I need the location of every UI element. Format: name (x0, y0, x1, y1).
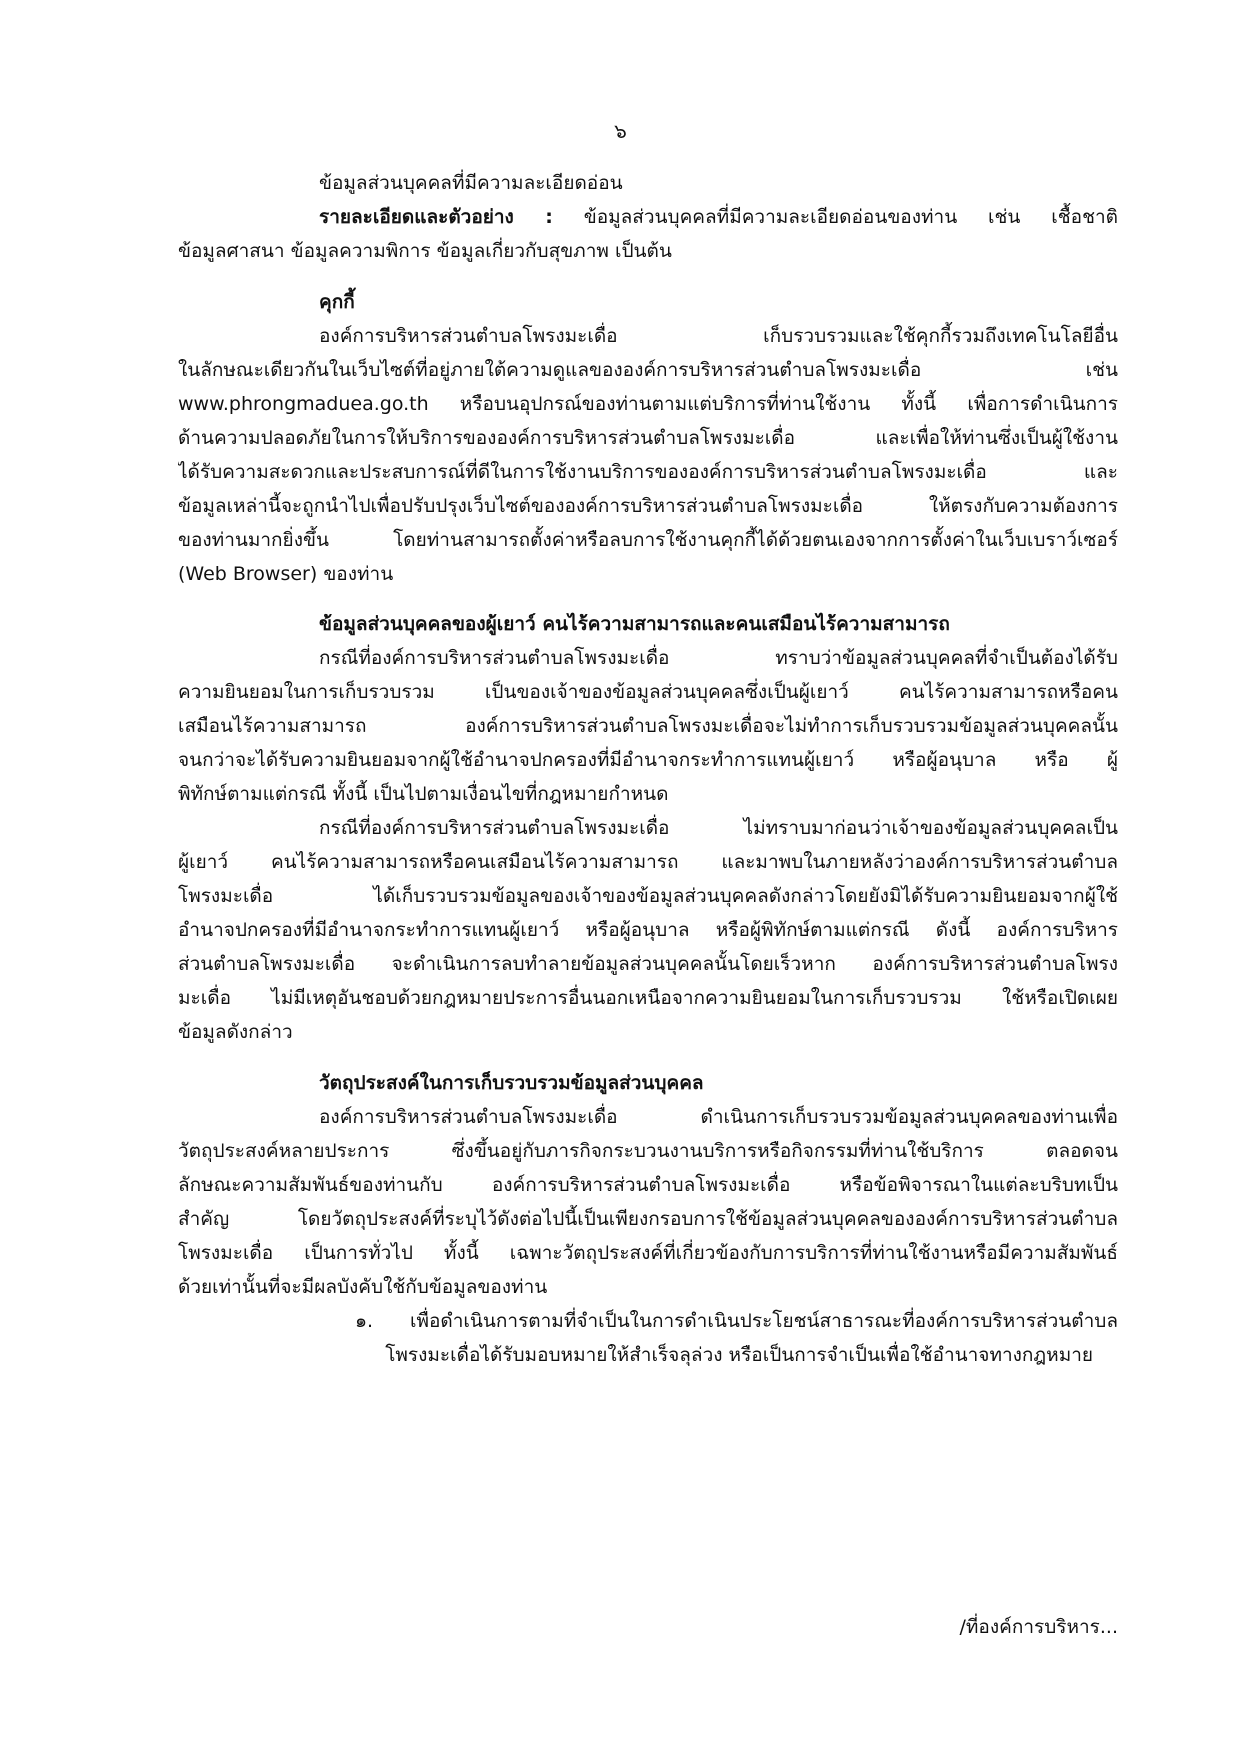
cookies-line: ของท่านมากยิ่งขึ้น โดยท่านสามารถตั้งค่าหรือลบการใช้งานคุกกี้ได้ด้วยตนเองจากการตั้งค่าในเว็บเบราว์เซอร์ (178, 529, 1118, 551)
sensitive-data-detail-line (319, 200, 1118, 234)
purpose-line: ลักษณะความสัมพันธ์ของท่านกับ องค์การบริหารส่วนตำบลโพรงมะเดื่อ หรือข้อพิจารณาในแต่ละบริบทเป็น (178, 1174, 1118, 1196)
sensitive-data-line-2: ข้อมูลศาสนา ข้อมูลความพิการ ข้อมูลเกี่ยวกับสุขภาพ เป็นต้น (178, 240, 672, 262)
cookies-line: (Web Browser) ของท่าน (178, 563, 394, 585)
purpose-line: ด้วยเท่านั้นที่จะมีผลบังคับใช้กับข้อมูลของท่าน (178, 1276, 548, 1298)
purpose-line: องค์การบริหารส่วนตำบลโพรงมะเดื่อ ดำเนินการเก็บรวบรวมข้อมูลส่วนบุคคลของท่านเพื่อ (319, 1106, 1118, 1128)
cookies-heading: คุกกี้ (319, 291, 355, 313)
cookies-line: องค์การบริหารส่วนตำบลโพรงมะเดื่อ เก็บรวบรวมและใช้คุกกี้รวมถึงเทคโนโลยีอื่น (319, 325, 1118, 347)
minors-para1-line: พิทักษ์ตามแต่กรณี ทั้งนี้ เป็นไปตามเงื่อนไขที่กฎหมายกำหนด (178, 783, 669, 805)
minors-para1-line: ความยินยอมในการเก็บรวบรวม เป็นของเจ้าของข้อมูลส่วนบุคคลซึ่งเป็นผู้เยาว์ คนไร้ความสามารถหรือคน (178, 681, 1118, 703)
minors-para1-line: จนกว่าจะได้รับความยินยอมจากผู้ใช้อำนาจปกครองที่มีอำนาจกระทำการแทนผู้เยาว์ หรือผู้อนุบาล หรือ ผู้ (178, 749, 1118, 771)
purpose-line: สำคัญ โดยวัตถุประสงค์ที่ระบุไว้ดังต่อไปนี้เป็นเพียงกรอบการใช้ข้อมูลส่วนบุคคลขององค์การบริหารส่วนตำบล (178, 1208, 1118, 1230)
minors-para2-line: ส่วนตำบลโพรงมะเดื่อ จะดำเนินการลบทำลายข้อมูลส่วนบุคคลนั้นโดยเร็วหาก องค์การบริหารส่วนตำบลโพรง (178, 953, 1118, 975)
detail-label: รายละเอียดและตัวอย่าง : (319, 206, 553, 228)
purpose-line: วัตถุประสงค์หลายประการ ซึ่งขึ้นอยู่กับภารกิจกระบวนงานบริการหรือกิจกรรมที่ท่านใช้บริการ ตลอดจน (178, 1140, 1118, 1162)
cookies-line: ในลักษณะเดียวกันในเว็บไซต์ที่อยู่ภายใต้ความดูแลขององค์การบริหารส่วนตำบลโพรงมะเดื่อ เช่น (178, 359, 1118, 381)
page-continuation: /ที่องค์การบริหาร... (959, 1616, 1118, 1638)
minors-heading: ข้อมูลส่วนบุคคลของผู้เยาว์ คนไร้ความสามารถและคนเสมือนไร้ความสามารถ (319, 613, 950, 635)
cookies-line: ข้อมูลเหล่านี้จะถูกนำไปเพื่อปรับปรุงเว็บไซต์ขององค์การบริหารส่วนตำบลโพรงมะเดื่อ ให้ตรงกับความต้องการ (178, 495, 1118, 517)
sensitive-data-title: ข้อมูลส่วนบุคคลที่มีความละเอียดอ่อน (319, 172, 623, 194)
purpose-list-item-1: ๑. เพื่อดำเนินการตามที่จำเป็นในการดำเนินประโยชน์สาธารณะที่องค์การบริหารส่วนตำบล (355, 1310, 1118, 1332)
minors-para1-line: กรณีที่องค์การบริหารส่วนตำบลโพรงมะเดื่อ ทราบว่าข้อมูลส่วนบุคคลที่จำเป็นต้องได้รับ (319, 647, 1118, 669)
detail-text: ข้อมูลส่วนบุคคลที่มีความละเอียดอ่อนของท่าน เช่น เชื้อชาติ (552, 206, 1118, 228)
purpose-line: โพรงมะเดื่อ เป็นการทั่วไป ทั้งนี้ เฉพาะวัตถุประสงค์ที่เกี่ยวข้องกับการบริการที่ท่านใช้งานหรือมีความสัมพันธ์ (178, 1242, 1118, 1264)
purpose-heading: วัตถุประสงค์ในการเก็บรวบรวมข้อมูลส่วนบุคคล (319, 1072, 704, 1094)
minors-para2-line: อำนาจปกครองที่มีอำนาจกระทำการแทนผู้เยาว์ หรือผู้อนุบาล หรือผู้พิทักษ์ตามแต่กรณี ดังนี้ องค์การบริหาร (178, 919, 1118, 941)
minors-para2-line: ผู้เยาว์ คนไร้ความสามารถหรือคนเสมือนไร้ความสามารถ และมาพบในภายหลังว่าองค์การบริหารส่วนตำบล (178, 851, 1118, 873)
minors-para2-line: มะเดื่อ ไม่มีเหตุอันชอบด้วยกฎหมายประการอื่นนอกเหนือจากความยินยอมในการเก็บรวบรวม ใช้หรือเปิดเผย (178, 987, 1118, 1009)
minors-para2-line: กรณีที่องค์การบริหารส่วนตำบลโพรงมะเดื่อ ไม่ทราบมาก่อนว่าเจ้าของข้อมูลส่วนบุคคลเป็น (319, 817, 1118, 839)
cookies-line: ได้รับความสะดวกและประสบการณ์ที่ดีในการใช้งานบริการขององค์การบริหารส่วนตำบลโพรงมะเดื่อ และ (178, 461, 1118, 483)
purpose-list-item-1-continued: โพรงมะเดื่อได้รับมอบหมายให้สำเร็จลุล่วง หรือเป็นการจำเป็นเพื่อใช้อำนาจทางกฎหมาย (355, 1344, 1094, 1366)
minors-para2-line: ข้อมูลดังกล่าว (178, 1021, 293, 1043)
minors-para1-line: เสมือนไร้ความสามารถ องค์การบริหารส่วนตำบลโพรงมะเดื่อจะไม่ทำการเก็บรวบรวมข้อมูลส่วนบุคคลนั้น (178, 715, 1118, 737)
minors-para2-line: โพรงมะเดื่อ ได้เก็บรวบรวมข้อมูลของเจ้าของข้อมูลส่วนบุคคลดังกล่าวโดยยังมิได้รับความยินยอมจากผู้ใช้ (178, 885, 1118, 907)
cookies-line: ด้านความปลอดภัยในการให้บริการขององค์การบริหารส่วนตำบลโพรงมะเดื่อ และเพื่อให้ท่านซึ่งเป็นผู้ใช้งาน (178, 427, 1118, 449)
page-number: ๖ (614, 119, 627, 143)
cookies-line: www.phrongmaduea.go.th หรือบนอุปกรณ์ของท่านตามแต่บริการที่ท่านใช้งาน ทั้งนี้ เพื่อการดำเนินการ (178, 393, 1118, 415)
